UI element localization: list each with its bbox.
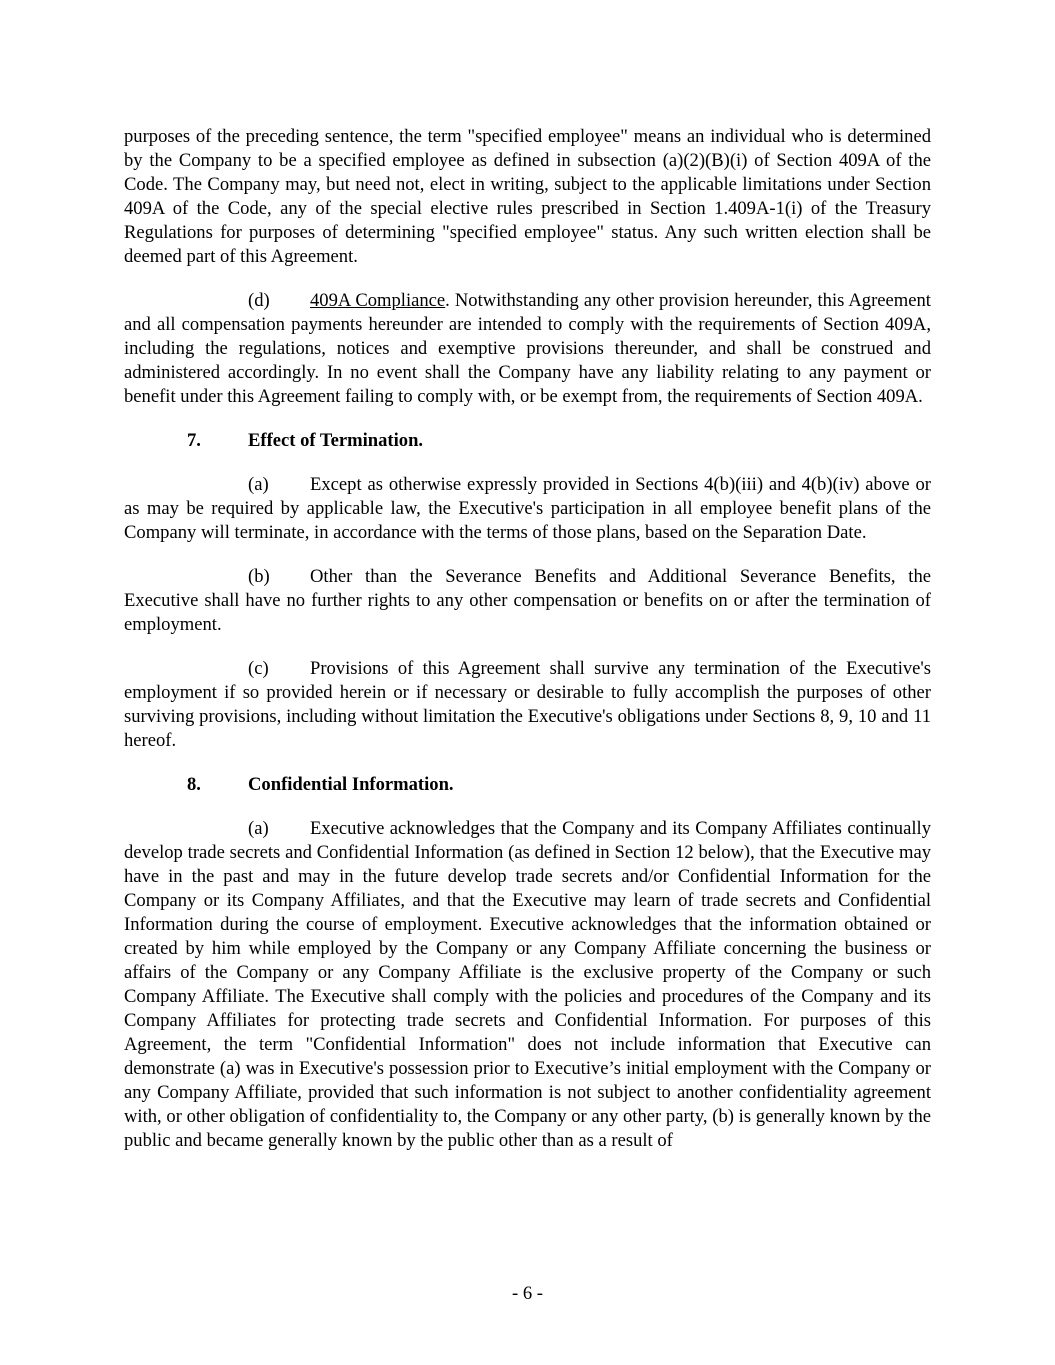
paragraph-7b [124,565,931,637]
section-title: Confidential Information. [248,774,454,795]
page-number: - 6 - [512,1283,543,1304]
paragraph-7a [124,473,931,545]
clause-text: Executive acknowledges that the Company and its Company Affiliates continually develop trade secrets and Confidential Information (as defined in Section 12 below), that the Executive may have in the past and may in the future develop trade secrets and/or Confidential Information for the Company or its Company Affiliates, and that the Executive may learn of trade secrets and Confidential Information during the course of employment. Executive acknowledges that the information obtained or created by him while employed by the Company or any Company Affiliate concerning the business or affairs of the Company or any Company Affiliate is the exclusive property of the Company or such Company Affiliate. The Executive shall comply with the policies and procedures of the Company and its Company Affiliates for protecting trade secrets and Confidential Information. For purposes of this Agreement, the term "Confidential Information" does not include information that Executive can demonstrate (a) was in Executive's possession prior to Executive’s initial employment with the Company or any Company Affiliate, provided that such information is not subject to another confidentiality agreement with, or other obligation of confidentiality to, the Company or any other party, (b) is generally known by the public and became generally known by the public other than as a result of [124,818,931,1151]
paragraph-specified-employee: purposes of the preceding sentence, the term "specified employee" means an individual who is determined by the Company to be a specified employee as defined in subsection (a)(2)(B)(i) of Section 409A of the Code. The Company may, but need not, elect in writing, subject to the applicable limitations under Section 409A of the Code, any of the special elective rules prescribed in Section 1.409A-1(i) of the Treasury Regulations for purposes of determining "specified employee" status. Any such written election shall be deemed part of this Agreement. [124,126,931,267]
section-number: 8. [187,774,201,795]
document-body [124,125,931,1173]
paragraph-7c [124,657,931,753]
clause-label: (a) [248,474,269,495]
clause-text: Provisions of this Agreement shall survive any termination of the Executive's employment if so provided herein or if necessary or desirable to fully accomplish the purposes of other surviving provisions, including without limitation the Executive's obligations under Sections 8, 9, 10 and 11 hereof. [124,658,931,751]
clause-text: . Notwithstanding any other provision hereunder, this Agreement and all compensation payments hereunder are intended to comply with the requirements of Section 409A, including the regulations, notices and exemptive provisions thereunder, and shall be construed and administered accordingly. In no event shall the Company have any liability relating to any payment or benefit under this Agreement failing to comply with, or be exempt from, the requirements of Section 409A. [124,290,931,407]
clause-label: (b) [248,566,270,587]
section-number: 7. [187,430,201,451]
clause-label: (a) [248,818,269,839]
clause-label: (d) [248,290,270,311]
clause-title: 409A Compliance [310,290,446,311]
clause-label: (c) [248,658,269,679]
clause-text: Except as otherwise expressly provided in Sections 4(b)(iii) and 4(b)(iv) above or as may be required by applicable law, the Executive's participation in all employee benefit plans of the Company will terminate, in accordance with the terms of those plans, based on the Separation Date. [124,474,931,543]
clause-text: Other than the Severance Benefits and Additional Severance Benefits, the Executive shall have no further rights to any other compensation or benefits on or after the termination of employment. [124,566,931,635]
section-title: Effect of Termination. [248,430,424,451]
section-8-heading [187,773,931,797]
paragraph-6d [124,289,931,409]
paragraph-8a [124,817,931,1153]
section-7-heading [187,429,931,453]
